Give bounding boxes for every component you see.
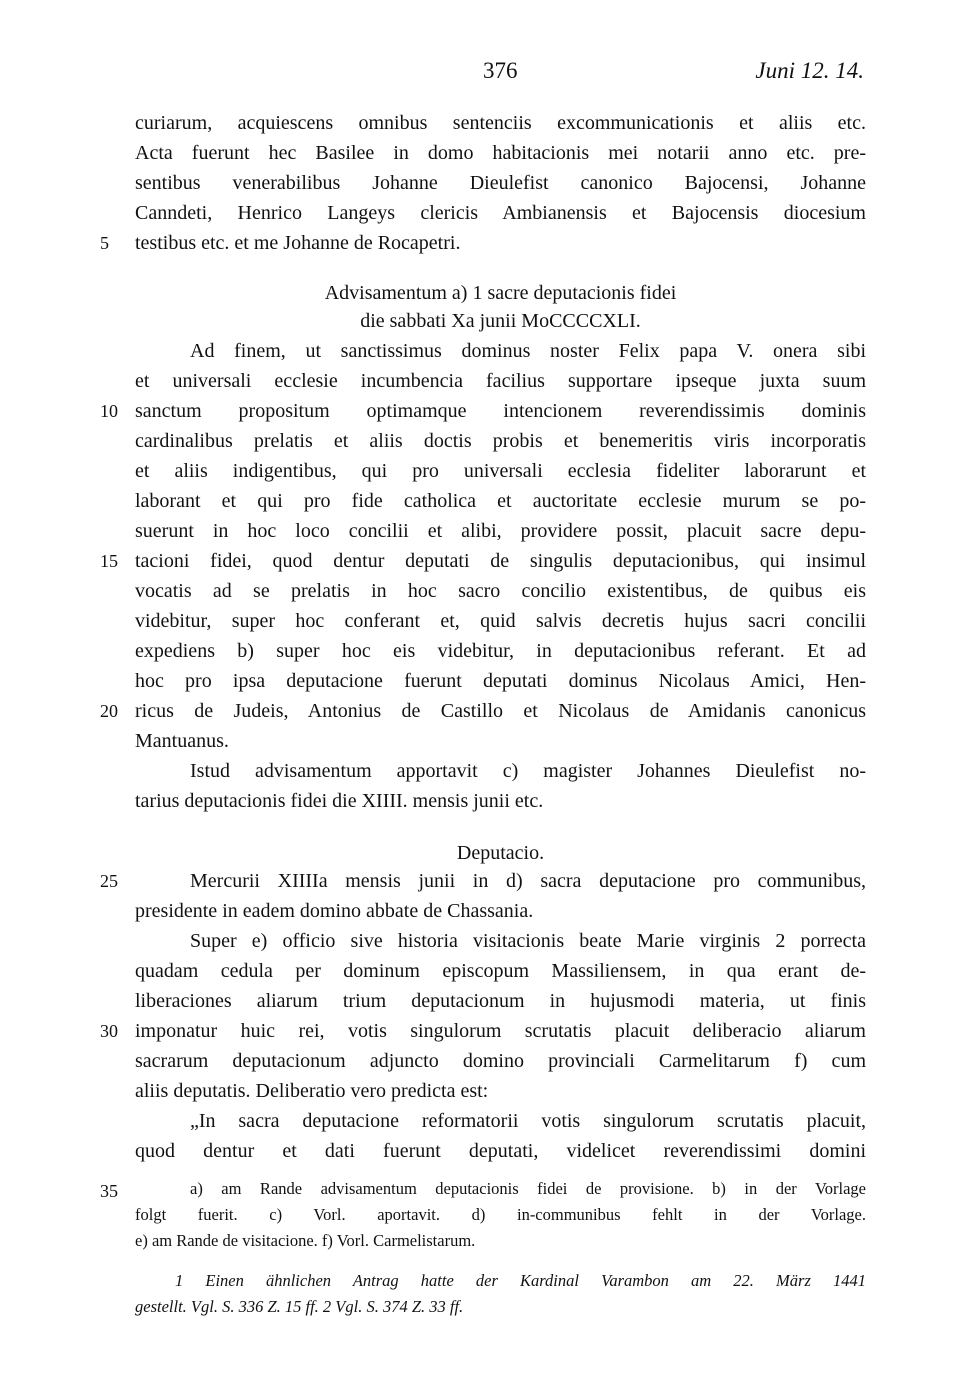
text-line: Mantuanus. [135, 730, 229, 752]
line-number: 30 [100, 1021, 118, 1041]
line-number: 5 [100, 233, 109, 253]
footnote-line: gestellt. Vgl. S. 336 Z. 15 ff. 2 Vgl. S. 374 Z. 33 ff. [135, 1297, 464, 1316]
line-number: 15 [100, 551, 118, 571]
text-line: hoc pro ipsa deputacione fuerunt deputati dominus Nicolaus Amici, Hen- [135, 670, 866, 692]
text-line: tacioni fidei, quod dentur deputati de singulis deputacionibus, qui insimul [135, 550, 866, 572]
text-line: testibus etc. et me Johanne de Rocapetri. [135, 232, 461, 254]
text-line: laborant et qui pro fide catholica et auctoritate ecclesie murum se po- [135, 490, 866, 512]
page-header [0, 58, 960, 90]
text-line: sentibus venerabilibus Johanne Dieulefist canonico Bajocensi, Johanne [135, 172, 866, 194]
section-heading: Advisamentum a) 1 sacre deputacionis fidei [324, 282, 677, 304]
text-line: liberaciones aliarum trium deputacionum in hujusmodi materia, ut finis [135, 990, 866, 1012]
text-line: imponatur huic rei, votis singulorum scrutatis placuit deliberacio aliarum [135, 1020, 866, 1042]
line-number: 35 [100, 1181, 118, 1201]
text-line: aliis deputatis. Deliberatio vero predicta est: [135, 1080, 489, 1102]
footnote-line: 1 Einen ähnlichen Antrag hatte der Kardinal Varambon am 22. März 1441 [175, 1271, 866, 1290]
text-line: sanctum propositum optimamque intencionem reverendissimis dominis [135, 400, 866, 422]
text-line: presidente in eadem domino abbate de Chassania. [135, 900, 534, 922]
text-line: cardinalibus prelatis et aliis doctis probis et benemeritis viris incorporatis [135, 430, 866, 452]
text-line: ricus de Judeis, Antonius de Castillo et Nicolaus de Amidanis canonicus [135, 700, 866, 722]
line-number: 25 [100, 871, 118, 891]
text-line: Ad finem, ut sanctissimus dominus noster Felix papa V. onera sibi [190, 340, 866, 362]
footnote-line: a) am Rande advisamentum deputacionis fidei de provisione. b) in der Vorlage [190, 1179, 866, 1198]
section-subheading: die sabbati Xa junii MoCCCCXLI. [360, 310, 641, 332]
text-line: sacrarum deputacionum adjuncto domino provinciali Carmelitarum f) cum [135, 1050, 866, 1072]
text-line: curiarum, acquiescens omnibus sentenciis excommunicationis et aliis etc. [135, 112, 866, 134]
line-number: 10 [100, 401, 118, 421]
page-number: 376 [483, 58, 518, 83]
text-line: et aliis indigentibus, qui pro universali ecclesia fideliter laborarunt et [135, 460, 866, 482]
text-line: Mercurii XIIIIa mensis junii in d) sacra deputacione pro communibus, [190, 870, 866, 892]
section-heading: Deputacio. [456, 842, 545, 864]
line-number: 20 [100, 701, 118, 721]
text-line: videbitur, super hoc conferant et, quid salvis decretis hujus sacri concilii [135, 610, 866, 632]
text-line: tarius deputacionis fidei die XIIII. mensis junii etc. [135, 790, 544, 812]
text-line: Canndeti, Henrico Langeys clericis Ambianensis et Bajocensis diocesium [135, 202, 866, 224]
text-line: et universali ecclesie incumbencia facilius supportare ipseque juxta suum [135, 370, 866, 392]
footnote-line: folgt fuerit. c) Vorl. aportavit. d) in-communibus fehlt in der Vorlage. [135, 1205, 866, 1224]
text-line: quadam cedula per dominum episcopum Massiliensem, in qua erant de- [135, 960, 866, 982]
footnote-line: e) am Rande de visitacione. f) Vorl. Carmelistarum. [135, 1231, 476, 1250]
text-line: suerunt in hoc loco concilii et alibi, providere possit, placuit sacre depu- [135, 520, 866, 542]
text-line: vocatis ad se prelatis in hoc sacro concilio existentibus, de quibus eis [135, 580, 866, 602]
header-date: Juni 12. 14. [755, 58, 864, 83]
text-line: „In sacra deputacione reformatorii votis singulorum scrutatis placuit, [190, 1110, 866, 1132]
text-line: Istud advisamentum apportavit c) magister Johannes Dieulefist no- [190, 760, 866, 782]
text-line: Acta fuerunt hec Basilee in domo habitacionis mei notarii anno etc. pre- [135, 142, 866, 164]
text-line: quod dentur et dati fuerunt deputati, videlicet reverendissimi domini [135, 1140, 866, 1162]
text-line: expediens b) super hoc eis videbitur, in deputacionibus referant. Et ad [135, 640, 866, 662]
text-line: Super e) officio sive historia visitacionis beate Marie virginis 2 porrecta [190, 930, 866, 952]
